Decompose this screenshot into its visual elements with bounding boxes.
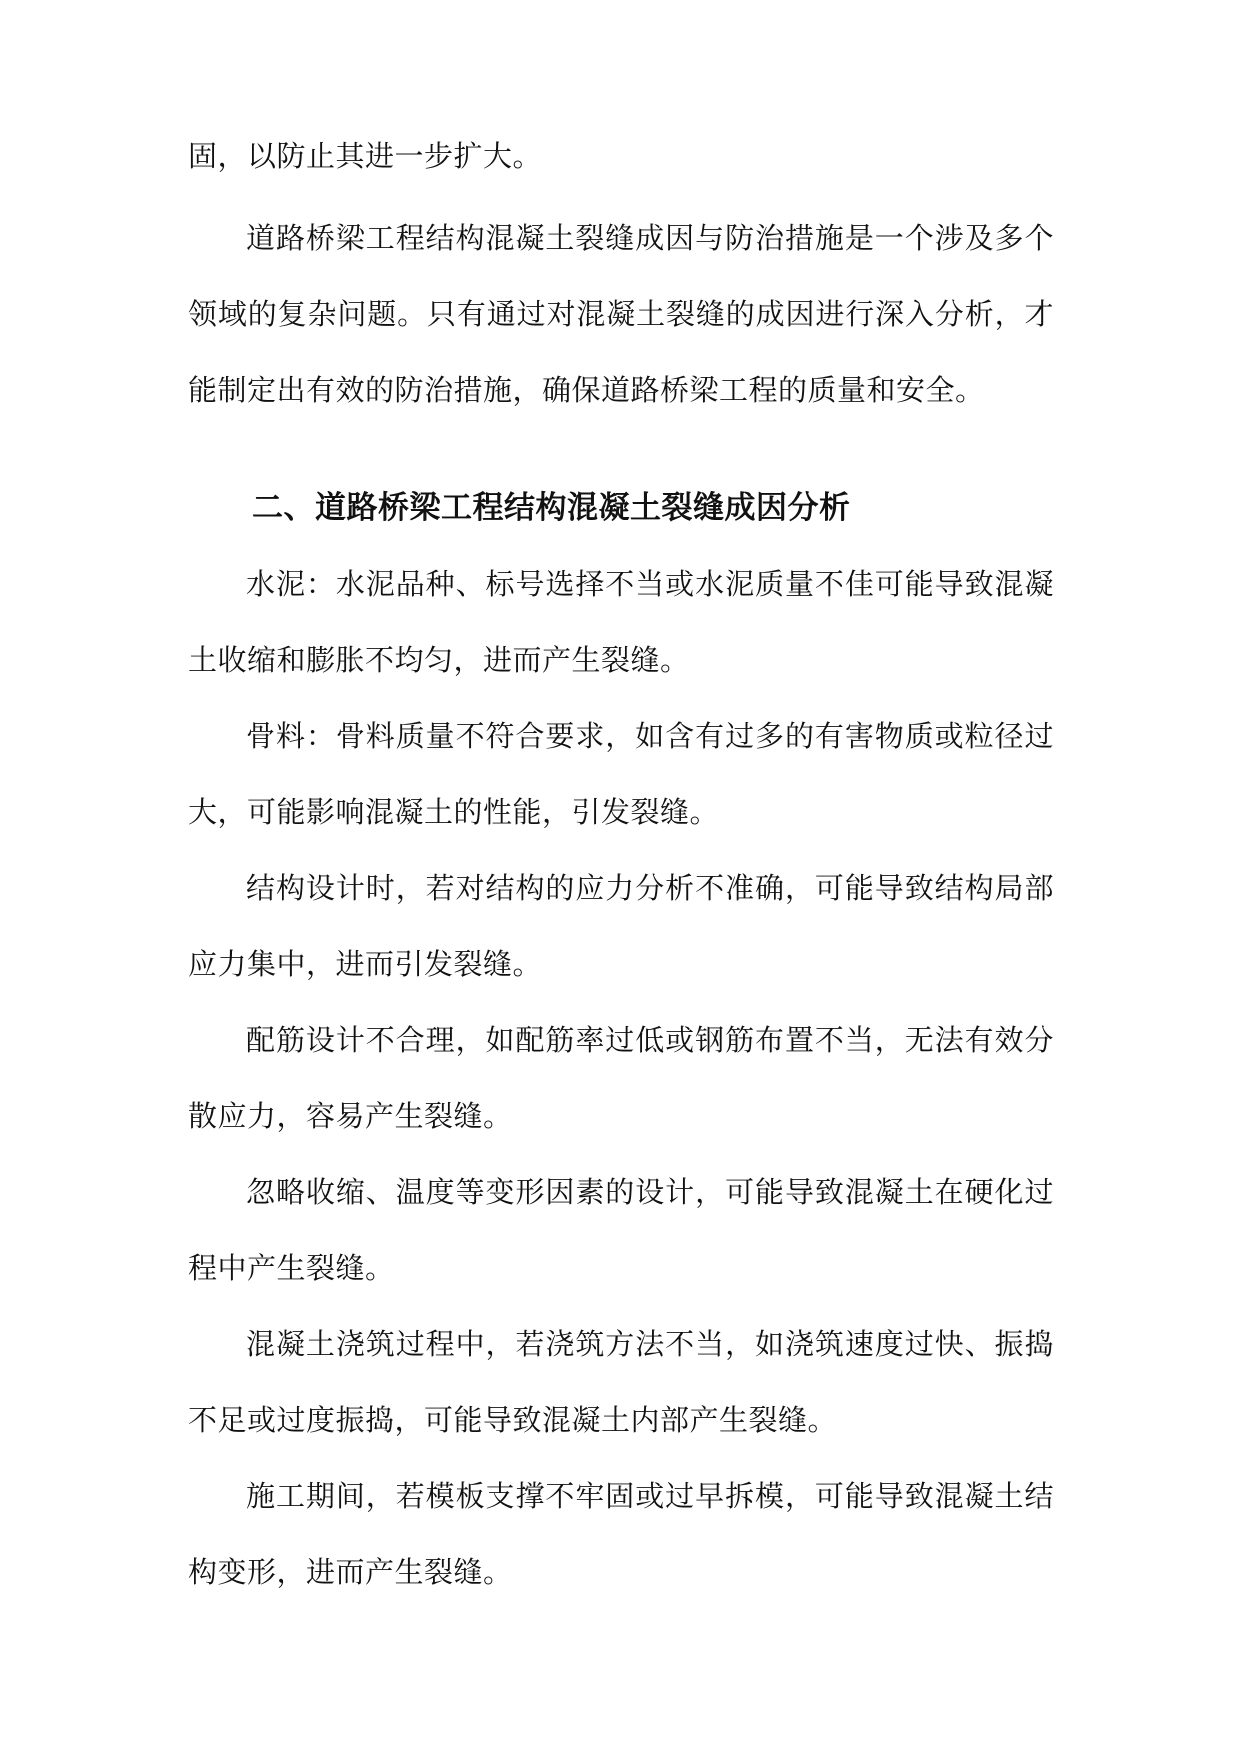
paragraph-stress-analysis: 结构设计时，若对结构的应力分析不准确，可能导致结构局部应力集中，进而引发裂缝。 [188,871,1054,981]
paragraph-pouring: 混凝土浇筑过程中，若浇筑方法不当，如浇筑速度过快、振捣不足或过度振捣，可能导致混凝土内部产生裂缝。 [188,1327,1054,1437]
paragraph-continuation: 固，以防止其进一步扩大。 [188,139,543,173]
paragraph-cement: 水泥：水泥品种、标号选择不当或水泥质量不佳可能导致混凝土收缩和膨胀不均匀，进而产生裂缝。 [188,567,1054,677]
paragraph-deformation: 忽略收缩、温度等变形因素的设计，可能导致混凝土在硬化过程中产生裂缝。 [188,1175,1054,1285]
paragraph-summary: 道路桥梁工程结构混凝土裂缝成因与防治措施是一个涉及多个领域的复杂问题。只有通过对混凝土裂缝的成因进行深入分析，才能制定出有效的防治措施，确保道路桥梁工程的质量和安全。 [188,221,1054,407]
paragraph-aggregate: 骨料：骨料质量不符合要求，如含有过多的有害物质或粒径过大，可能影响混凝土的性能，引发裂缝。 [188,719,1054,829]
paragraph-formwork: 施工期间，若模板支撑不牢固或过早拆模，可能导致混凝土结构变形，进而产生裂缝。 [188,1479,1054,1589]
document-body [188,0,1054,1610]
section-heading: 二、道路桥梁工程结构混凝土裂缝成因分析 [252,490,851,526]
paragraph-reinforcement: 配筋设计不合理，如配筋率过低或钢筋布置不当，无法有效分散应力，容易产生裂缝。 [188,1023,1054,1133]
